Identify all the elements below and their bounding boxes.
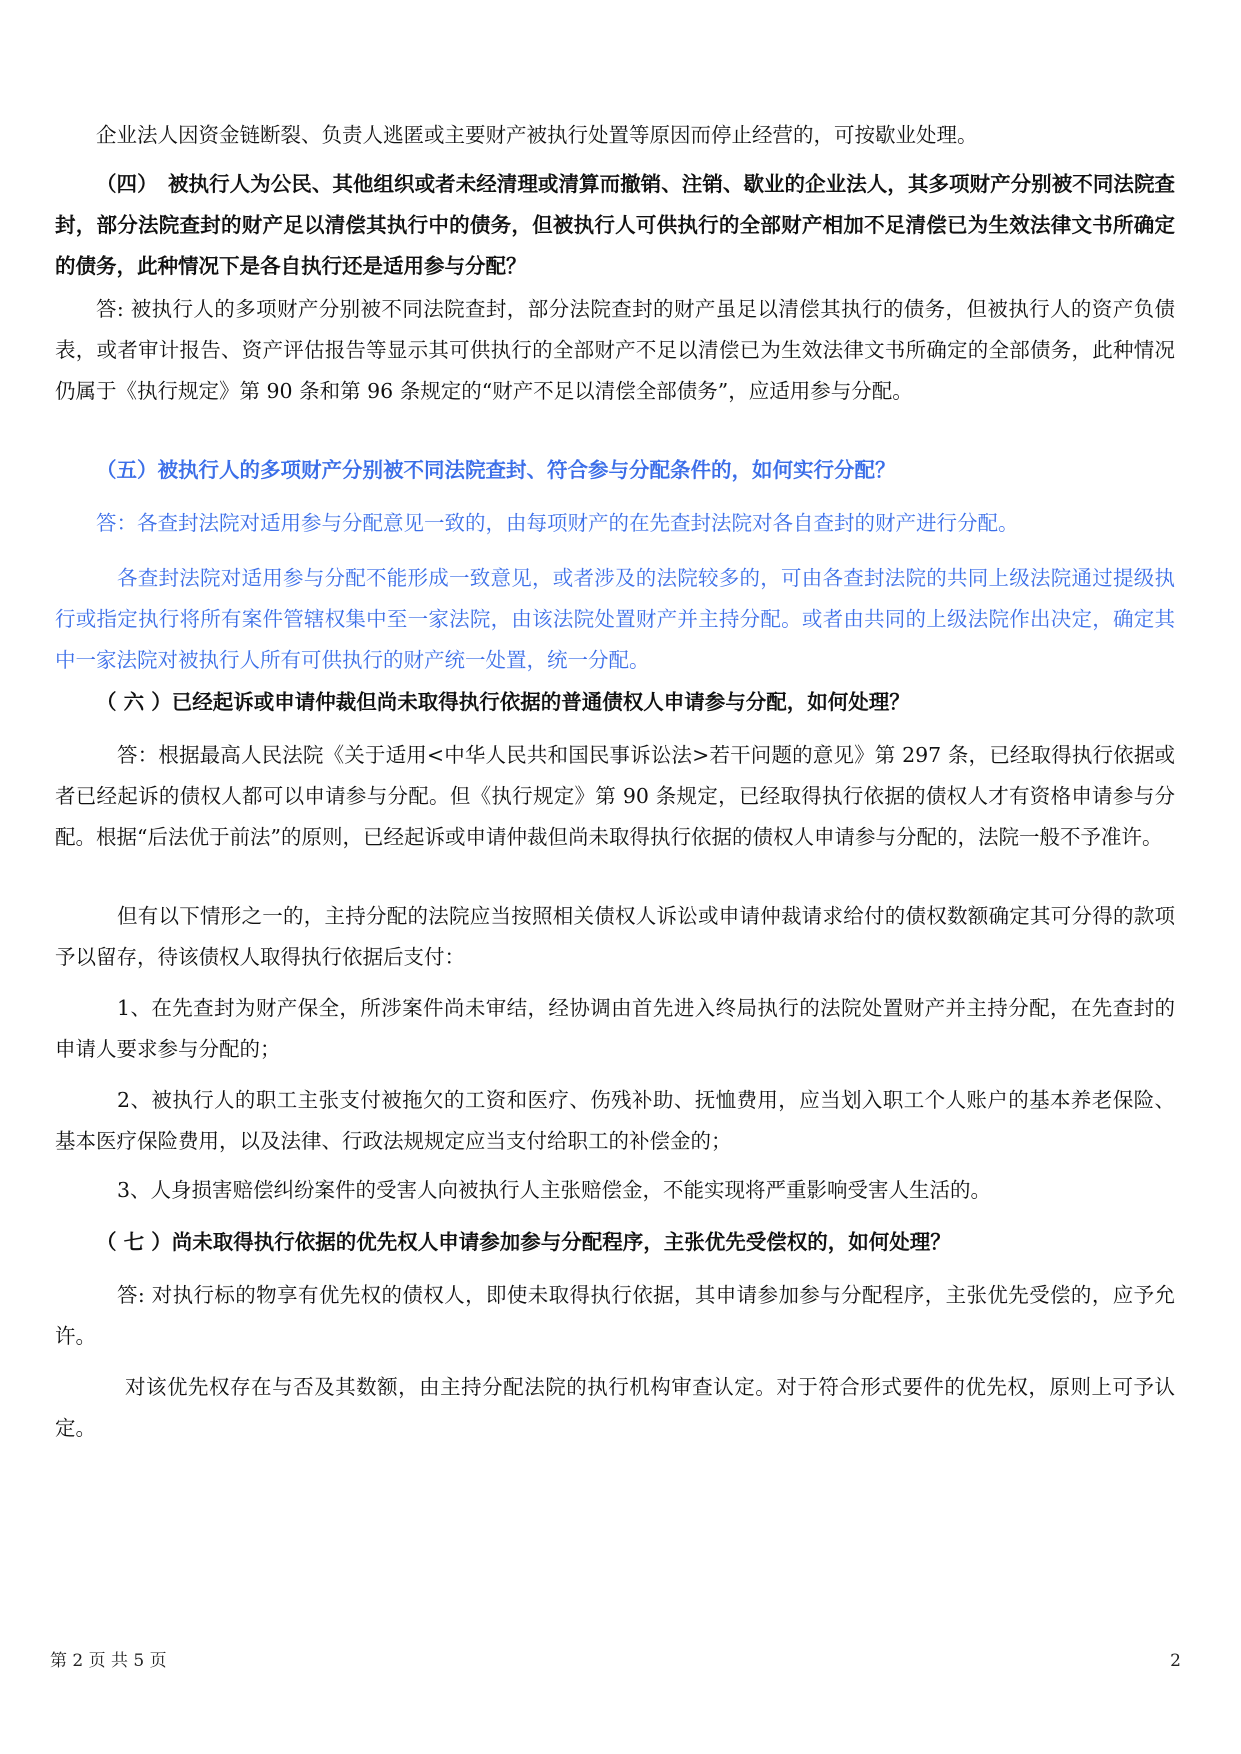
answer-question-6-conditions: 但有以下情形之一的，主持分配的法院应当按照相关债权人诉讼或申请仲裁请求给付的债权数额确定其可分得的款项予以留存，待该债权人取得执行依据后支付： bbox=[55, 904, 1175, 969]
answer-question-7-part-1: 答: 对执行标的物享有优先权的债权人，即使未取得执行依据，其申请参加参与分配程序，主张优先受偿的，应予允许。 bbox=[55, 1283, 1175, 1348]
heading-question-4: （四） 被执行人为公民、其他组织或者未经清理或清算而撤销、注销、歇业的企业法人，其多项财产分别被不同法院查封，部分法院查封的财产足以清偿其执行中的债务，但被执行人可供执行的全部财产相加不足清偿已为生效法律文书所确定的债务，此种情况下是各自执行还是适用参与分配？ bbox=[55, 172, 1175, 278]
answer-question-7-part-2: 对该优先权存在与否及其数额，由主持分配法院的执行机构审查认定。对于符合形式要件的优先权，原则上可予认定。 bbox=[55, 1375, 1175, 1440]
answer-question-4: 答: 被执行人的多项财产分别被不同法院查封，部分法院查封的财产虽足以清偿其执行的债务，但被执行人的资产负债表，或者审计报告、资产评估报告等显示其可供执行的全部财产不足以清偿已为生效法律文书所确定的全部债务，此种情况仍属于《执行规定》第 90 条和第 96 条规定的“财产不足以清偿全部债务”，应适用参与分配。 bbox=[55, 297, 1175, 403]
answer-question-6-part-1: 答：根据最高人民法院《关于适用<中华人民共和国民事诉讼法>若干问题的意见》第 297 条，已经取得执行依据或者已经起诉的债权人都可以申请参与分配。但《执行规定》第 90 条规定，已经取得执行依据的债权人才有资格申请参与分配。根据“后法优于前法”的原则，已经起诉或申请仲裁但尚未取得执行依据的债权人申请参与分配的，法院一般不予准许。 bbox=[55, 743, 1175, 849]
paragraph-business-closure: 企业法人因资金链断裂、负责人逃匿或主要财产被执行处置等原因而停止经营的，可按歇业处理。 bbox=[96, 123, 978, 147]
heading-question-6: （ 六 ）已经起诉或申请仲裁但尚未取得执行依据的普通债权人申请参与分配，如何处理？ bbox=[96, 690, 910, 714]
footer-page-number: 2 bbox=[1170, 1651, 1181, 1671]
answer-question-6-item-3: 3、人身损害赔偿纠纷案件的受害人向被执行人主张赔偿金，不能实现将严重影响受害人生活的。 bbox=[117, 1178, 992, 1202]
answer-question-5-part-2: 各查封法院对适用参与分配不能形成一致意见，或者涉及的法院较多的，可由各查封法院的共同上级法院通过提级执行或指定执行将所有案件管辖权集中至一家法院，由该法院处置财产并主持分配。或者由共同的上级法院作出决定，确定其中一家法院对被执行人所有可供执行的财产统一处置，统一分配。 bbox=[55, 566, 1175, 672]
heading-question-5: （五）被执行人的多项财产分别被不同法院查封、符合参与分配条件的，如何实行分配？ bbox=[96, 458, 896, 482]
answer-question-6-item-1: 1、在先查封为财产保全，所涉案件尚未审结，经协调由首先进入终局执行的法院处置财产并主持分配，在先查封的申请人要求参与分配的； bbox=[55, 996, 1175, 1061]
footer-page-info: 第 2 页 共 5 页 bbox=[50, 1651, 167, 1671]
heading-question-7: （ 七 ）尚未取得执行依据的优先权人申请参加参与分配程序，主张优先受偿权的，如何处理？ bbox=[96, 1230, 951, 1254]
answer-question-5-part-1: 答：各查封法院对适用参与分配意见一致的，由每项财产的在先查封法院对各自查封的财产进行分配。 bbox=[96, 511, 1019, 535]
answer-question-6-item-2: 2、被执行人的职工主张支付被拖欠的工资和医疗、伤残补助、抚恤费用，应当划入职工个人账户的基本养老保险、基本医疗保险费用，以及法律、行政法规规定应当支付给职工的补偿金的； bbox=[55, 1088, 1175, 1153]
